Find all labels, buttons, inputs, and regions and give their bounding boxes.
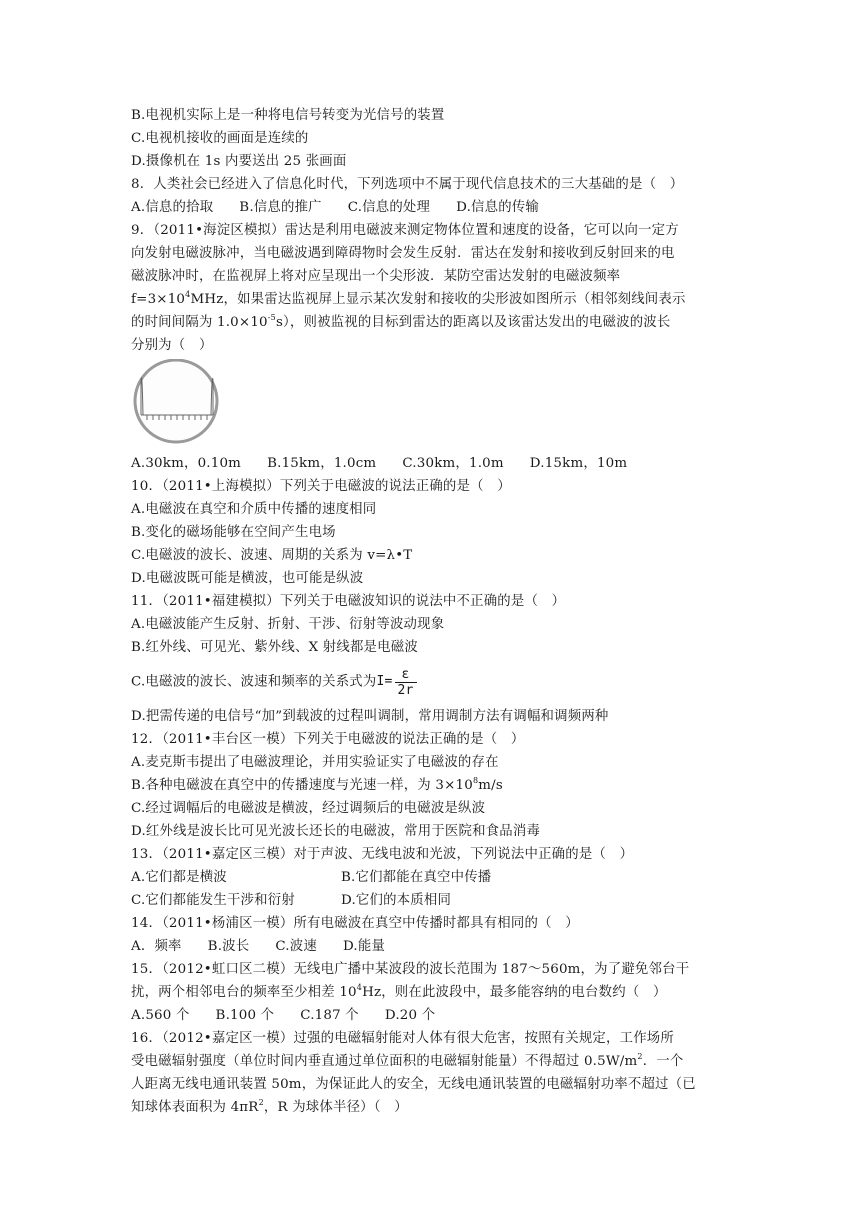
q7-option-c: C.电视机接收的画面是连续的: [131, 131, 309, 146]
q13-options-row1: [131, 866, 731, 889]
q11-stem: 11．（2011•福建模拟）下列关于电磁波知识的说法中不正确的是（ ）: [131, 594, 566, 609]
q15-option-a: A.560 个: [131, 1008, 190, 1023]
formula-numerator: ε: [395, 667, 417, 683]
q7-option-b: B.电视机实际上是一种将电信号转变为光信号的装置: [131, 108, 445, 123]
q10-option-a: A.电磁波在真空和介质中传播的速度相同: [131, 502, 377, 517]
q15-option-b: B.100 个: [215, 1008, 275, 1023]
q9-option-c: C.30km，1.0m: [402, 456, 504, 471]
q11-option-b: B.红外线、可见光、紫外线、X 射线都是电磁波: [131, 640, 418, 655]
q12-option-c: C.经过调幅后的电磁波是横波，经过调频后的电磁波是纵波: [131, 801, 486, 816]
q16-stem-line3: 人距离无线电通讯装置 50m，为保证此人的安全，无线电通讯装置的电磁辐射功率不超过（已: [131, 1077, 696, 1092]
q15-option-c: C.187 个: [300, 1008, 359, 1023]
radar-screen-diagram: [131, 359, 223, 449]
q8-option-c: C.信息的处理: [347, 200, 431, 215]
q16-stem-line4: 知球体表面积为 $4\pi R^2$，R 为球体半径）（ ）: [131, 1098, 408, 1115]
q12-stem: 12．（2011•丰台区一模）下列关于电磁波的说法正确的是（ ）: [131, 732, 525, 747]
q15-stem-line2: 扰，两个相邻电台的频率至少相差 $10^4Hz$，则在此波段中，最多能容纳的电台数约（ ）: [131, 983, 667, 1000]
q11-option-a: A.电磁波能产生反射、折射、干涉、衍射等波动现象: [131, 617, 445, 632]
formula-denominator: 2r: [397, 682, 414, 698]
q10-stem: 10．（2011•上海模拟）下列关于电磁波的说法正确的是（ ）: [131, 479, 511, 494]
q10-option-d: D.电磁波既可能是横波，也可能是纵波: [131, 571, 364, 586]
q13-option-b: B.它们都能在真空中传播: [341, 870, 492, 885]
q14-option-a: A．频率: [131, 939, 182, 954]
q8-option-a: A.信息的拾取: [131, 200, 214, 215]
q13-option-d: D.它们的本质相同: [341, 893, 452, 908]
q12-option-a: A.麦克斯韦提出了电磁波理论，并用实验证实了电磁波的存在: [131, 755, 499, 770]
q16-stem-line1: 16．（2012•嘉定区一模）过强的电磁辐射能对人体有很大危害，按照有关规定，工作场所: [131, 1031, 674, 1046]
q9-stem-line5: 的时间间隔为 $1.0\times 10^{-5}s$），则被监视的目标到雷达的距离以及该雷达发出的电磁波的波长: [131, 313, 671, 330]
q9-option-b: B.15km，1.0cm: [267, 456, 377, 471]
q10-option-b: B.变化的磁场能够在空间产生电场: [131, 525, 336, 540]
q14-stem: 14．（2011•杨浦区一模）所有电磁波在真空中传播时都具有相同的（ ）: [131, 916, 579, 931]
radar-screen-figure: [131, 357, 731, 452]
q14-options: [131, 935, 731, 958]
q14-option-b: B.波长: [207, 939, 250, 954]
q13-stem: 13．（2011•嘉定区三模）对于声波、无线电波和光波，下列说法中正确的是（ ）: [131, 847, 634, 862]
q9-stem-line1: 9．（2011•海淀区模拟）雷达是利用电磁波来测定物体位置和速度的设备，它可以向一定方: [131, 223, 679, 238]
q11-option-c: C.电磁波的波长、波速和频率的关系式为I= $\frac{\varepsilon}{2r}$: [131, 659, 731, 705]
q9-option-d: D.15km，10m: [529, 456, 628, 471]
q13-options-row2: [131, 889, 731, 912]
q9-stem-line4: $f=3\times 10^4MHz$，如果雷达监视屏上显示某次发射和接收的尖形波如图所示（相邻刻线间表示: [131, 290, 686, 307]
q15-stem-line1: 15．（2012•虹口区二模）无线电广播中某波段的波长范围为 187～560m，为了避免邻台干: [131, 962, 690, 977]
q8-option-d: D.信息的传输: [456, 200, 539, 215]
q10-option-c: C.电磁波的波长、波速、周期的关系为 v=λ•T: [131, 548, 413, 563]
q9-stem-line3: 磁波脉冲时，在监视屏上将对应呈现出一个尖形波．某防空雷达发射的电磁波频率: [131, 269, 621, 284]
q14-option-c: C.波速: [275, 939, 317, 954]
q9-option-a: A.30km，0.10m: [131, 456, 242, 471]
q12-option-d: D.红外线是波长比可见光波长还长的电磁波，常用于医院和食品消毒: [131, 824, 541, 839]
q14-option-d: D.能量: [342, 939, 386, 954]
q9-stem-line6: 分别为（ ）: [131, 338, 213, 353]
q9-stem-line2: 向发射电磁波脉冲，当电磁波遇到障碍物时会发生反射．雷达在发射和接收到反射回来的电: [131, 246, 675, 261]
q16-stem-line2: 受电磁辐射强度（单位时间内垂直通过单位面积的电磁辐射能量）不得超过 $0.5W/m^2$．一个: [131, 1052, 684, 1069]
q12-option-b: B.各种电磁波在真空中的传播速度与光速一样，为 $3\times 10^8m/s$: [131, 776, 503, 793]
q8-options: [131, 196, 731, 219]
q15-option-d: D.20 个: [384, 1008, 436, 1023]
q8-option-b: B.信息的推广: [239, 200, 322, 215]
q13-option-c: C.它们都能发生干涉和衍射: [131, 893, 295, 908]
q7-option-d: D.摄像机在 1s 内要送出 25 张画面: [131, 154, 347, 169]
q13-option-a: A.它们都是横波: [131, 870, 227, 885]
q15-options: [131, 1004, 731, 1027]
document-page: [131, 104, 731, 1119]
q8-stem: 8．人类社会已经进入了信息化时代，下列选项中不属于现代信息技术的三大基础的是（ ）: [131, 177, 684, 192]
q11-option-d: D.把需传递的电信号“加”到载波的过程叫调制，常用调制方法有调幅和调频两种: [131, 709, 609, 724]
q9-options: [131, 452, 731, 475]
formula-fraction: [395, 667, 417, 698]
formula-lhs: I=: [376, 674, 393, 689]
